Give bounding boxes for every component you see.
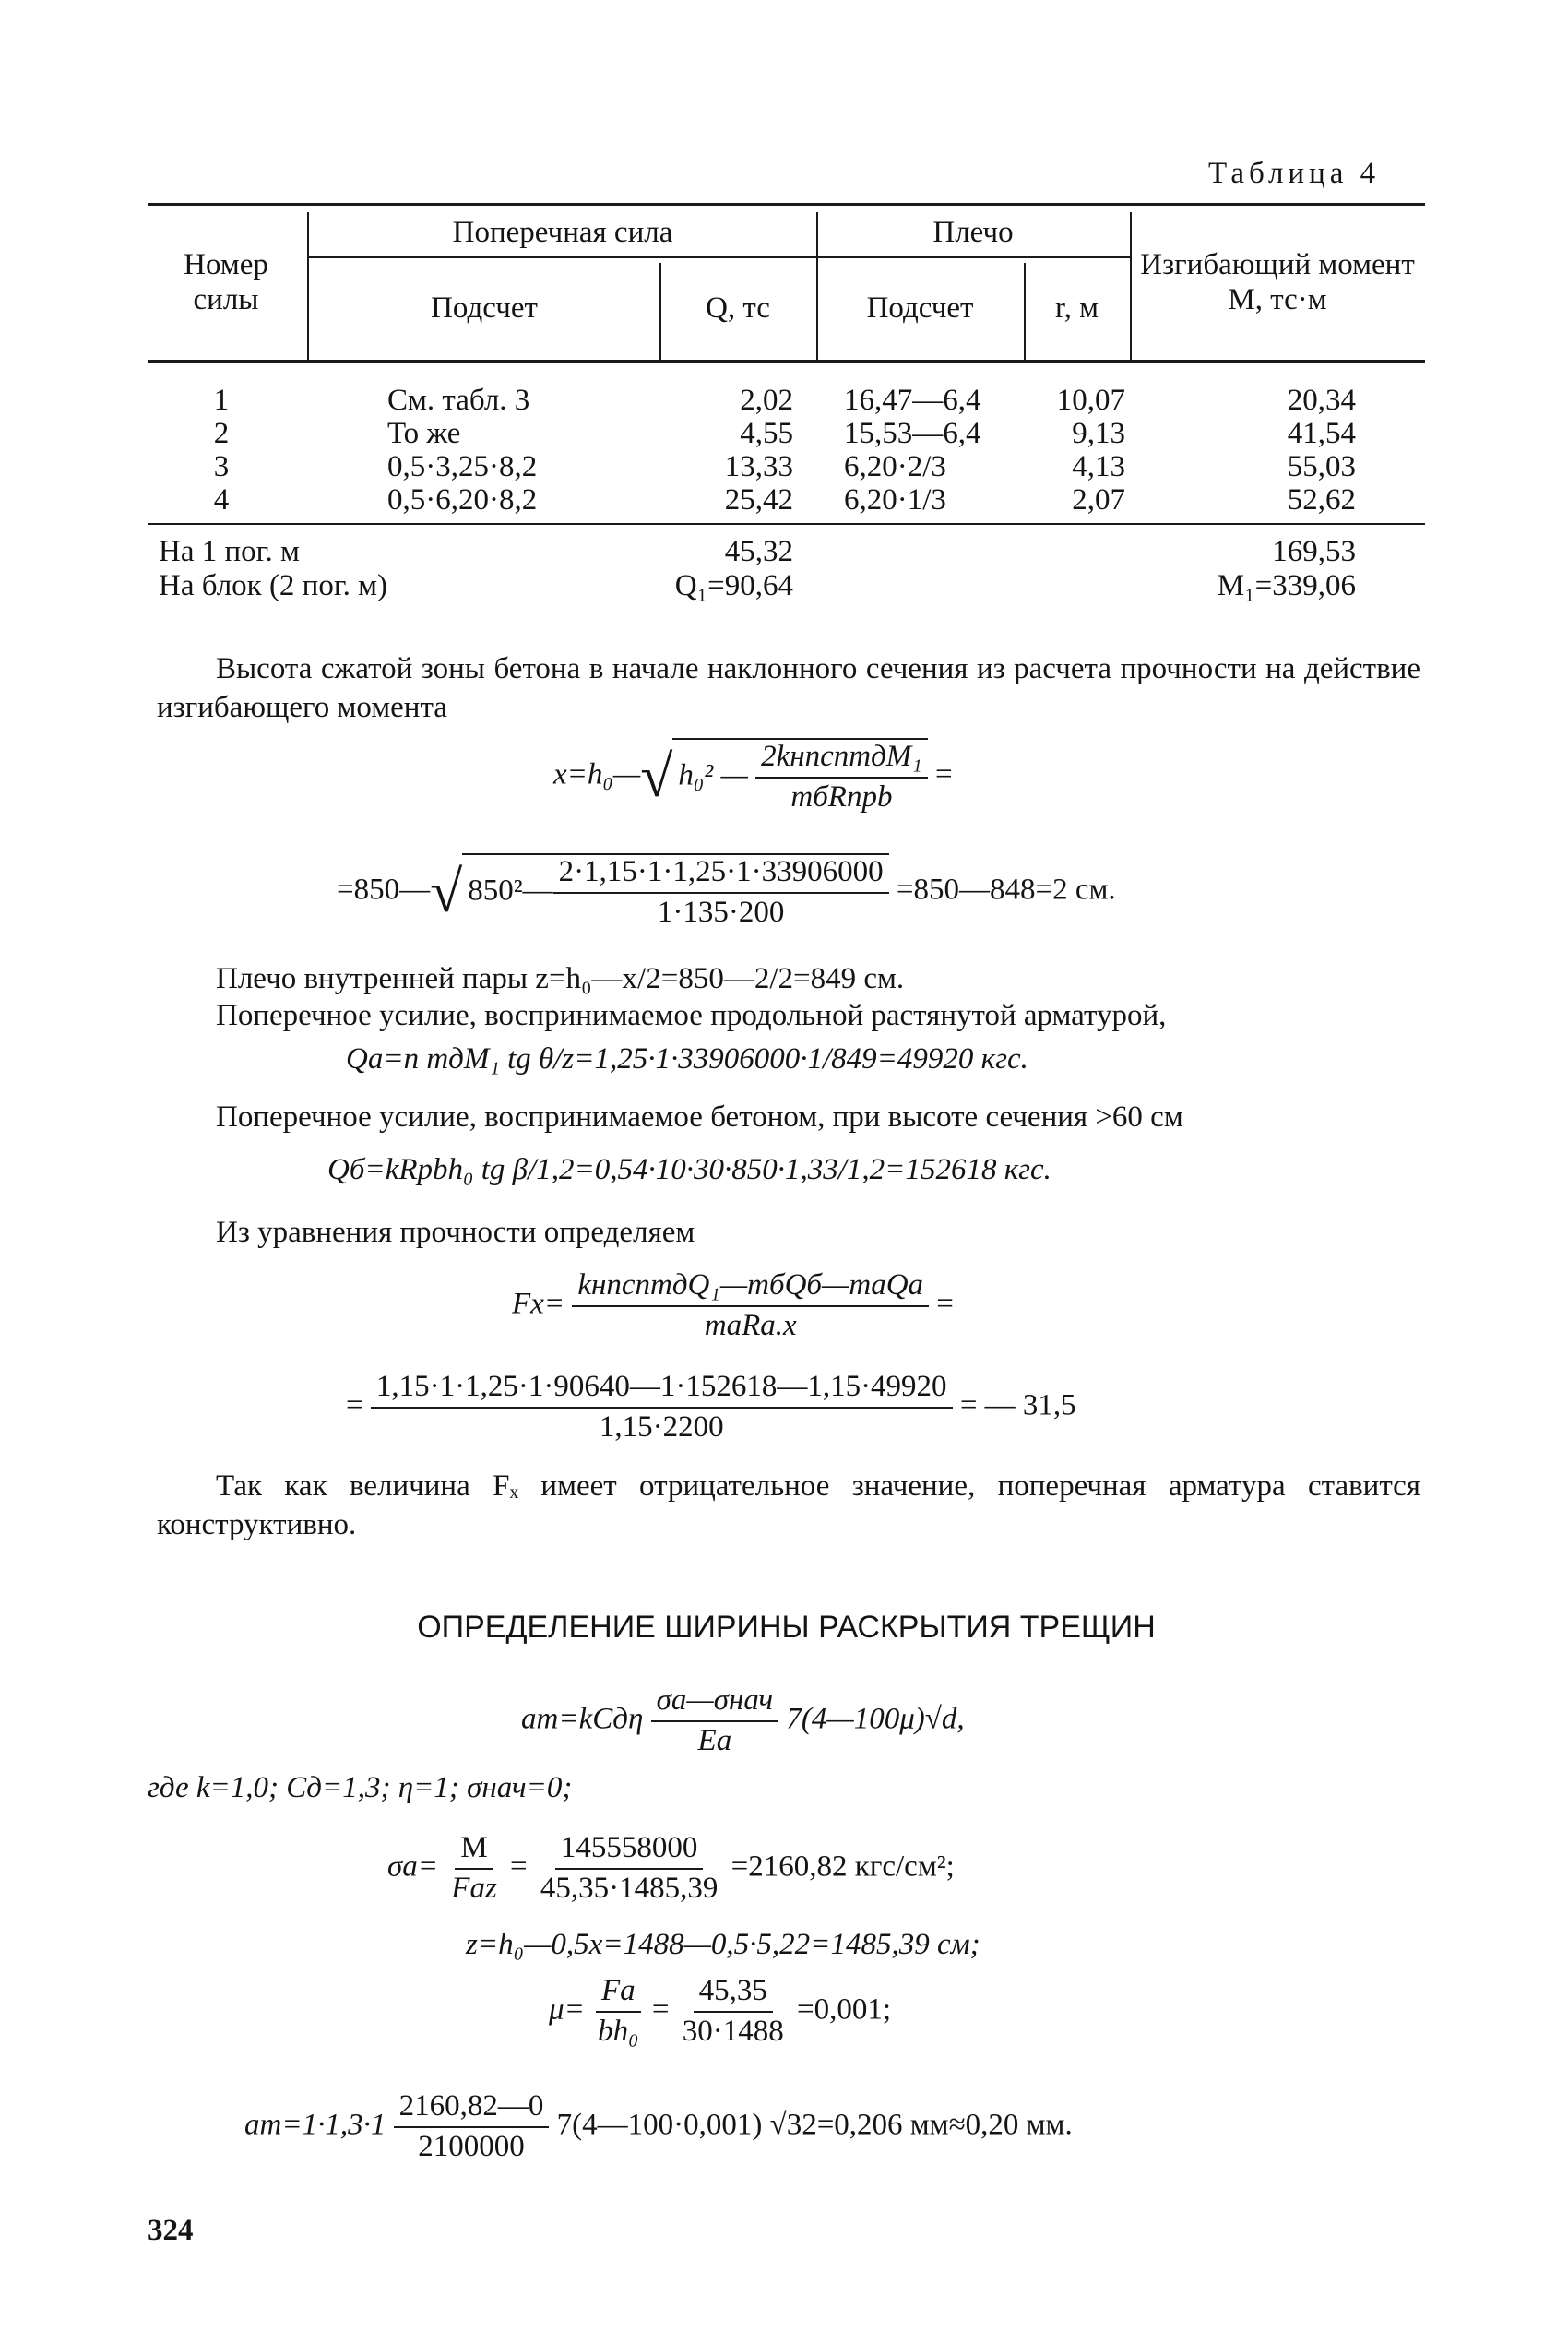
header-arm: Плечо [932,216,1014,249]
totals-rule [148,523,1425,525]
page-number: 324 [148,2214,194,2247]
paragraph-conclusion: Так как величина Fₓ имеет отрицательное значение, поперечная арматура ставится конструктивно. [157,1469,1420,1541]
table-cell-arm: 15,53—6,4 [844,417,981,450]
paragraph-concrete: Поперечное усилие, воспринимаемое бетоном, при высоте сечения >60 см [216,1100,1183,1134]
table-cell-m: 20,34 [1287,384,1356,417]
formula-qa: Qа=n mдM₁ tg θ/z=1,25·1·33906000·1/849=49920 кгс. [346,1042,1028,1076]
table-cell-calc: См. табл. 3 [387,384,530,417]
col-divider-2 [659,263,661,360]
table-cell-m: 52,62 [1287,483,1356,517]
table-cell-calc: 0,5·3,25·8,2 [387,450,538,483]
formula-qb: Qб=kRрbh₀ tg β/1,2=0,54·10·30·850·1,33/1,2=152618 кгс. [327,1153,1051,1186]
formula-mu: μ= $\frac{Fа}{\text{bh₀}}$ = $\frac{45,35}{30\cdot 1488}$ =0,001; [549,1974,891,2048]
table-cell-n: 2 [213,417,230,450]
paragraph-strength: Из уравнения прочности определяем [216,1216,695,1249]
table-cell-r: 2,07 [1072,483,1125,517]
shear-subheader-rule [309,256,816,258]
col-divider-5 [1130,212,1132,360]
table-cell-r: 10,07 [1056,384,1125,417]
where-line: где k=1,0; Cд=1,3; η=1; σнач=0; [148,1771,573,1804]
table-cell-calc: 0,5·6,20·8,2 [387,483,538,517]
header-bottom-rule [148,360,1425,363]
table-cell-q: 25,42 [724,483,793,517]
formula-x-numeric: =850—√ 850²— $\frac{2\cdot 1,15\cdot 1\cdot 1,25\cdot 1\cdot 33906000}{1\cdot 135\cdot 200}$ =850—848=2 см. [337,855,1116,929]
col-divider-4 [1024,263,1026,360]
table-cell-r: 4,13 [1072,450,1125,483]
header-moment: Изгибающий момент М, тс·м [1140,248,1415,316]
table-caption: Таблица 4 [1208,157,1381,190]
total-q-2: Q₁=90,64 [674,569,793,602]
table-cell-m: 55,03 [1287,450,1356,483]
total-m-1: 169,53 [1272,535,1356,568]
table-cell-q: 2,02 [740,384,793,417]
total-m-2: M₁=339,06 [1217,569,1356,602]
arm-subheader-rule [816,256,1130,258]
header-arm-calc: Подсчет [866,291,974,325]
section-heading: ОПРЕДЕЛЕНИЕ ШИРИНЫ РАСКРЫТИЯ ТРЕЩИН [417,1610,1156,1645]
header-shear-calc: Подсчет [431,291,538,325]
table-cell-arm: 6,20·1/3 [844,483,946,517]
table-cell-q: 13,33 [724,450,793,483]
total-label-1: На 1 пог. м [159,535,300,568]
table-cell-q: 4,55 [740,417,793,450]
paragraph-compressed-zone: Высота сжатой зоны бетона в начале наклонного сечения из расчета прочности на действие изгибающего момента [157,652,1420,724]
table-top-rule [148,203,1425,206]
formula-z: z=h₀—0,5x=1488—0,5·5,22=1485,39 см; [466,1928,980,1961]
table-cell-r: 9,13 [1072,417,1125,450]
table-cell-calc: То же [387,417,461,450]
table-cell-arm: 6,20·2/3 [844,450,946,483]
table-cell-arm: 16,47—6,4 [844,384,981,417]
header-q: Q, тс [706,291,770,325]
formula-x-general: x=h₀—√ h₀² — $\frac{\text{2kнnсnmдM₁}}{\text{mбRпрb}}$ = [553,740,953,814]
formula-crack-width: aт=kCдη $\frac{\text{σа—σнач}}{Eа}$ 7(4—100μ)√d, [521,1683,965,1757]
table-cell-n: 3 [213,450,230,483]
formula-fx-numeric: = $\frac{1,15\cdot 1\cdot 1,25\cdot 1\cdot 90640—1\cdot 152618—1,15\cdot 49920}{1,15\cdot 2200}$ = — 31,5 [346,1370,1076,1444]
formula-sigma-a: σа= $\frac{M}{\text{Fаz}}$ = $\frac{145558000}{45,35\cdot 1485,39}$ =2160,82 кгс/см²; [387,1831,955,1905]
header-shear: Поперечная сила [452,216,673,249]
paragraph-longitudinal: Поперечное усилие, воспринимаемое продольной растянутой арматурой, [216,999,1167,1032]
total-q-1: 45,32 [724,535,793,568]
formula-crack-numeric: aт=1·1,3·1 $\frac{2160,82—0}{2100000}$ 7(4—100·0,001) √32=0,206 мм≈0,20 мм. [244,2089,1073,2163]
header-r: r, м [1054,291,1099,325]
header-number: Номер силы [184,248,268,316]
table-cell-m: 41,54 [1287,417,1356,450]
table-cell-n: 1 [213,384,230,417]
total-label-2: На блок (2 пог. м) [159,569,388,602]
col-divider-3 [816,212,818,360]
table-cell-n: 4 [213,483,230,517]
col-divider-1 [307,212,309,360]
formula-fx-general: Fx= $\frac{\text{kнnсnmдQ₁—mбQб—mаQа}}{\text{mаRа.x}}$ = [512,1268,954,1342]
paragraph-inner-arm: Плечо внутренней пары z=h₀—x/2=850—2/2=849 см. [216,962,905,995]
